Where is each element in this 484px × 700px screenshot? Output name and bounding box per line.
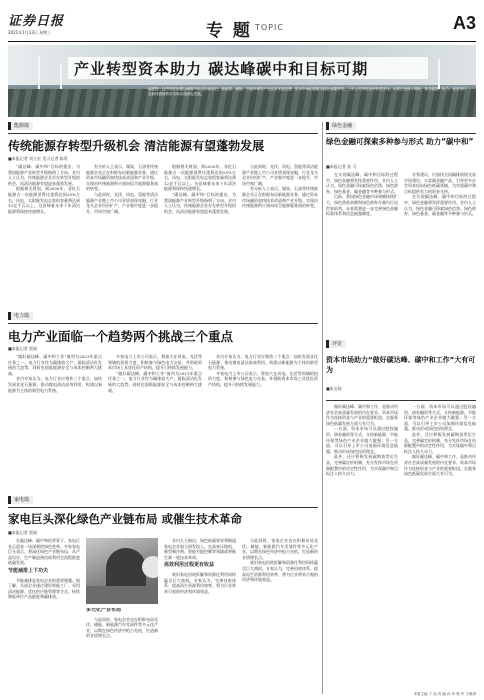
paragraph: “碳达峰、碳中和”目标的提出，为我国能源产业转型升级指明了方向。业内人士认为，传统能源企业存在转型升级的机会，而清洁能源有望迎来蓬勃发展。 bbox=[164, 191, 236, 214]
issue-date: 2021年1月13日 星期三 bbox=[8, 30, 52, 35]
section-title: 专 题 bbox=[206, 21, 252, 41]
paragraph: 多家电力上市公司表示，将加大在风电、光伏等领域的投资力度，积极参与绿色电力交易，并借助资本市场工具优化资产结构，提升可持续发展能力。 bbox=[108, 354, 202, 371]
paragraph: 业内专家认为，电力行业应聚焦三个重点：加快发展非化石能源、推动煤电清洁高效利用、构建以新能源为主体的新型电力系统。 bbox=[208, 354, 318, 371]
paragraph: 在碳达峰、碳中和的背景下，家电行业正迎来一场深刻的绿色变革。多家家电巨头表示，将深化绿色产业链布局，从产品设计、生产制造到回收利用全流程推进低碳发展。 bbox=[8, 538, 80, 566]
article-byline-energy: ■本报记者 刘立宏 见习记者 陈菁 bbox=[8, 156, 68, 161]
paragraph: “做好碳达峰、碳中和工作”被列为2021年重点任务之一。电力行业作为碳排放大户，面临清洁化发展的大趋势，同时也面临能源安全与成本控制两大挑战。 bbox=[108, 370, 202, 393]
section-tag-appliance: 家电篇 bbox=[8, 496, 33, 504]
subhead: 节能减排上下功夫 bbox=[8, 567, 49, 574]
paragraph: 在实现碳达峰、碳中和目标的过程中，绿色金融将发挥重要作用。业内人士认为，绿色金融可探索绿色信贷、绿色债券、绿色基金、碳金融等多种参与形式。 bbox=[326, 172, 398, 194]
divider bbox=[8, 507, 318, 508]
article-title-energy: 传统能源存转型升级机会 清洁能源有望蓬勃发展 bbox=[8, 139, 265, 153]
section-tag-comment: 评论 bbox=[326, 340, 346, 348]
article-byline-power: ■本报记者 贾丽 bbox=[8, 346, 38, 351]
paragraph: 节能减排是家电企业的重要课题。据了解，头部企业通过建设智能工厂、采用清洁能源、优化供应链管理等方式，持续降低单位产品能耗和碳排放。 bbox=[8, 577, 80, 600]
page-footer: 本版主编 于 南 责 编 孙 华 制 作 王敬涛 bbox=[413, 692, 476, 696]
article-body-appliance-col2 bbox=[86, 608, 158, 688]
commentary-title: 资本市场助力“做好碳达峰、碳中和工作”大有可为 bbox=[326, 356, 476, 374]
paragraph: 多家电力上市公司表示，将加大在风电、光伏等领域的投资力度，积极参与绿色电力交易，并借助资本市场工具优化资产结构，提升可持续发展能力。 bbox=[208, 370, 318, 387]
divider bbox=[8, 323, 318, 324]
paragraph: 专家建议，应加快全国碳排放权交易市场建设，丰富碳金融产品，引导更多社会资本投向绿色低碳领域，为实现碳中和目标提供有力的资金支持。 bbox=[404, 172, 476, 194]
article-body-appliance-col3 bbox=[164, 538, 236, 688]
article-body-power-col2 bbox=[108, 354, 202, 492]
article-body-energy-col1 bbox=[8, 164, 80, 302]
paragraph: 根据相关规划，到2030年，非化石能源占一次能源消费比重将达到25%左右，风电、太阳能发电总装机容量将达到12亿千瓦以上。这意味着未来十年清洁能源将保持快速增长。 bbox=[164, 164, 236, 192]
paragraph: 在实现碳达峰、碳中和目标的过程中，绿色金融将发挥重要作用。业内人士认为，绿色金融可探索绿色信贷、绿色债券、绿色基金、碳金融等多种参与形式。 bbox=[404, 194, 476, 217]
article-body-finance-col1 bbox=[326, 172, 398, 348]
article-body-energy-col3 bbox=[164, 164, 236, 302]
paragraph: 与此同时，家电企业也在积极布局光伏、储能、新能源汽车零部件等多元化产业，以期在绿色经济中抢占先机，打造新的业绩增长点。 bbox=[242, 538, 318, 560]
divider bbox=[8, 133, 318, 134]
paragraph: 废旧家电回收拆解和资源化利用同样蕴含巨大商机。专家认为，完善回收体系、提高再生资源利用效率，将为行业带来可观的经济和环境效益。 bbox=[242, 560, 318, 583]
paragraph: 此外，还应积极发展碳期货等衍生品，完善碳定价机制，充分发挥市场在资源配置中的决定性作用，为实现碳中和目标注入持久动力。 bbox=[326, 454, 398, 477]
photo-object bbox=[142, 556, 158, 578]
section-tag-finance: 绿色金融 bbox=[326, 122, 356, 130]
paragraph: 一方面，资本市场可以通过股权融资、债券融资等方式，支持新能源、节能环保等绿色产业企业做大做强；另一方面，可以引导上市公司加强环境信息披露，推动形成绿色投资理念。 bbox=[404, 404, 476, 432]
paragraph: 做好碳达峰、碳中和工作，是推动经济社会高质量发展的内在要求。资本市场作为连接资金与产业的重要枢纽，在服务绿色低碳发展方面大有可为。 bbox=[404, 454, 476, 477]
article-body-energy-col4 bbox=[242, 164, 318, 302]
paragraph: 与此同时，光伏、风电、氢能等清洁能源产业链上市公司业绩表现亮眼，行业龙头企业纷纷扩产，产业集中度进一步提升，市场空间广阔。 bbox=[86, 191, 158, 214]
banner-title: 产业转型资本助力 碳达峰碳中和目标可期 bbox=[74, 60, 369, 78]
paragraph: 与此同时，家电企业也在积极布局光伏、储能、新能源汽车零部件等多元化产业，以期在绿色经济中抢占先机，打造新的业绩增长点。 bbox=[86, 616, 158, 639]
divider bbox=[326, 133, 476, 134]
article-byline-finance: ■本报记者 张 可 bbox=[326, 164, 357, 169]
commentary-body-col1 bbox=[326, 404, 398, 688]
page-header bbox=[8, 8, 476, 42]
article-title-appliance: 家电巨头深化绿色产业链布局 或催生技术革命 bbox=[8, 512, 243, 526]
paragraph: 废旧家电回收拆解和资源化利用同样蕴含巨大商机。专家认为，完善回收体系、提高再生资源利用效率，将为行业带来可观的经济和环境效益。 bbox=[164, 571, 236, 594]
paragraph: 与此同时，光伏、风电、氢能等清洁能源产业链上市公司业绩表现亮眼，行业龙头企业纷纷扩产，产业集中度进一步提升，市场空间广阔。 bbox=[242, 164, 318, 186]
paragraph: 目前，我国绿色金融市场规模持续扩大，绿色贷款余额和绿色债券存量均位居世界前列。未来需要进一步完善绿色金融标准体系和信息披露制度。 bbox=[326, 194, 398, 217]
column-divider bbox=[322, 122, 323, 694]
paragraph: 一方面，资本市场可以通过股权融资、债券融资等方式，支持新能源、节能环保等绿色产业企业做大做强；另一方面，可以引导上市公司加强环境信息披露，推动形成绿色投资理念。 bbox=[326, 426, 398, 454]
paragraph: “碳达峰、碳中和”目标的提出，为我国能源产业转型升级指明了方向。业内人士认为，传统能源企业存在转型升级的机会，而清洁能源有望迎来蓬勃发展。 bbox=[8, 164, 80, 186]
article-body-energy-col2 bbox=[86, 164, 158, 302]
photo-counter bbox=[86, 586, 158, 604]
article-body-appliance-col4 bbox=[242, 538, 318, 688]
paragraph: 业内人士指出，绿色低碳要求将倒逼家电企业加大研发投入，在高效压缩机、新型制冷剂、智能节能控制等领域或将催生新一轮技术革命。 bbox=[164, 538, 236, 560]
commentary-body-col2 bbox=[404, 404, 476, 688]
article-body-appliance-col1 bbox=[8, 538, 80, 688]
paragraph: 业内专家认为，电力行业应聚焦三个重点：加快发展非化石能源、推动煤电清洁高效利用、构建以新能源为主体的新型电力系统。 bbox=[8, 376, 102, 393]
banner-image bbox=[8, 45, 476, 117]
commentary-header bbox=[326, 354, 476, 400]
article-body-power-col1 bbox=[8, 354, 102, 492]
paragraph: 此外，还应积极发展碳期货等衍生品，完善碳定价机制，充分发挥市场在资源配置中的决定性作用，为实现碳中和目标注入持久动力。 bbox=[404, 431, 476, 454]
masthead: 证券日报 bbox=[8, 14, 65, 29]
divider bbox=[326, 400, 476, 401]
article-byline-appliance: ■本报记者 贾丽 bbox=[8, 530, 38, 535]
paragraph: 根据相关规划，到2030年，非化石能源占一次能源消费比重将达到25%左右，风电、太阳能发电总装机容量将达到12亿千瓦以上。这意味着未来十年清洁能源将保持快速增长。 bbox=[8, 186, 80, 214]
subhead: 多元化产业布局 bbox=[86, 608, 122, 613]
banner-intro: 编者按：在中国作出碳达峰碳中和目标承诺后，新能源、储能、节能环保等产业迎来发展机遇，资本市场积极服务绿色低碳转型，上市公司纷纷加快转型步伐。本报记者深入调研，探寻能源、电力、家电等行业如何借助资本市场实现绿色发展。 bbox=[148, 87, 467, 96]
article-body-power-col3 bbox=[208, 354, 318, 492]
article-body-finance-col2 bbox=[404, 172, 476, 348]
section-tag-energy: 能源篇 bbox=[8, 122, 33, 130]
wind-turbine-icon bbox=[38, 55, 40, 89]
commentary-byline: ■朱宝琛 bbox=[326, 386, 342, 391]
appliance-photo bbox=[86, 538, 158, 604]
paragraph: 做好碳达峰、碳中和工作，是推动经济社会高质量发展的内在要求。资本市场作为连接资金与产业的重要枢纽，在服务绿色低碳发展方面大有可为。 bbox=[326, 404, 398, 426]
paragraph: 有分析人士表示，煤炭、石油等传统能源企业正在积极布局新能源业务，通过资本市场融资加快技术改造和产业升级，实现由传统能源供应商向综合能源服务商的转变。 bbox=[242, 186, 318, 209]
section-subtitle: TOPIC bbox=[255, 23, 284, 32]
page-number: A3 bbox=[452, 13, 476, 33]
section-tag-power: 电力篇 bbox=[8, 312, 33, 320]
article-title-finance: 绿色金融可探索多种参与形式 助力“碳中和” bbox=[326, 137, 474, 146]
wind-turbine-icon bbox=[60, 63, 62, 89]
paragraph: “做好碳达峰、碳中和工作”被列为2021年重点任务之一。电力行业作为碳排放大户，面临清洁化发展的大趋势，同时也面临能源安全与成本控制两大挑战。 bbox=[8, 354, 102, 376]
wind-turbine-icon bbox=[438, 59, 440, 89]
subhead: 高效利用过程更有收益 bbox=[164, 562, 215, 569]
article-title-power: 电力产业面临一个趋势两个挑战三个重点 bbox=[8, 329, 234, 344]
paragraph: 有分析人士表示，煤炭、石油等传统能源企业正在积极布局新能源业务，通过资本市场融资加快技术改造和产业升级，实现由传统能源供应商向综合能源服务商的转变。 bbox=[86, 164, 158, 192]
